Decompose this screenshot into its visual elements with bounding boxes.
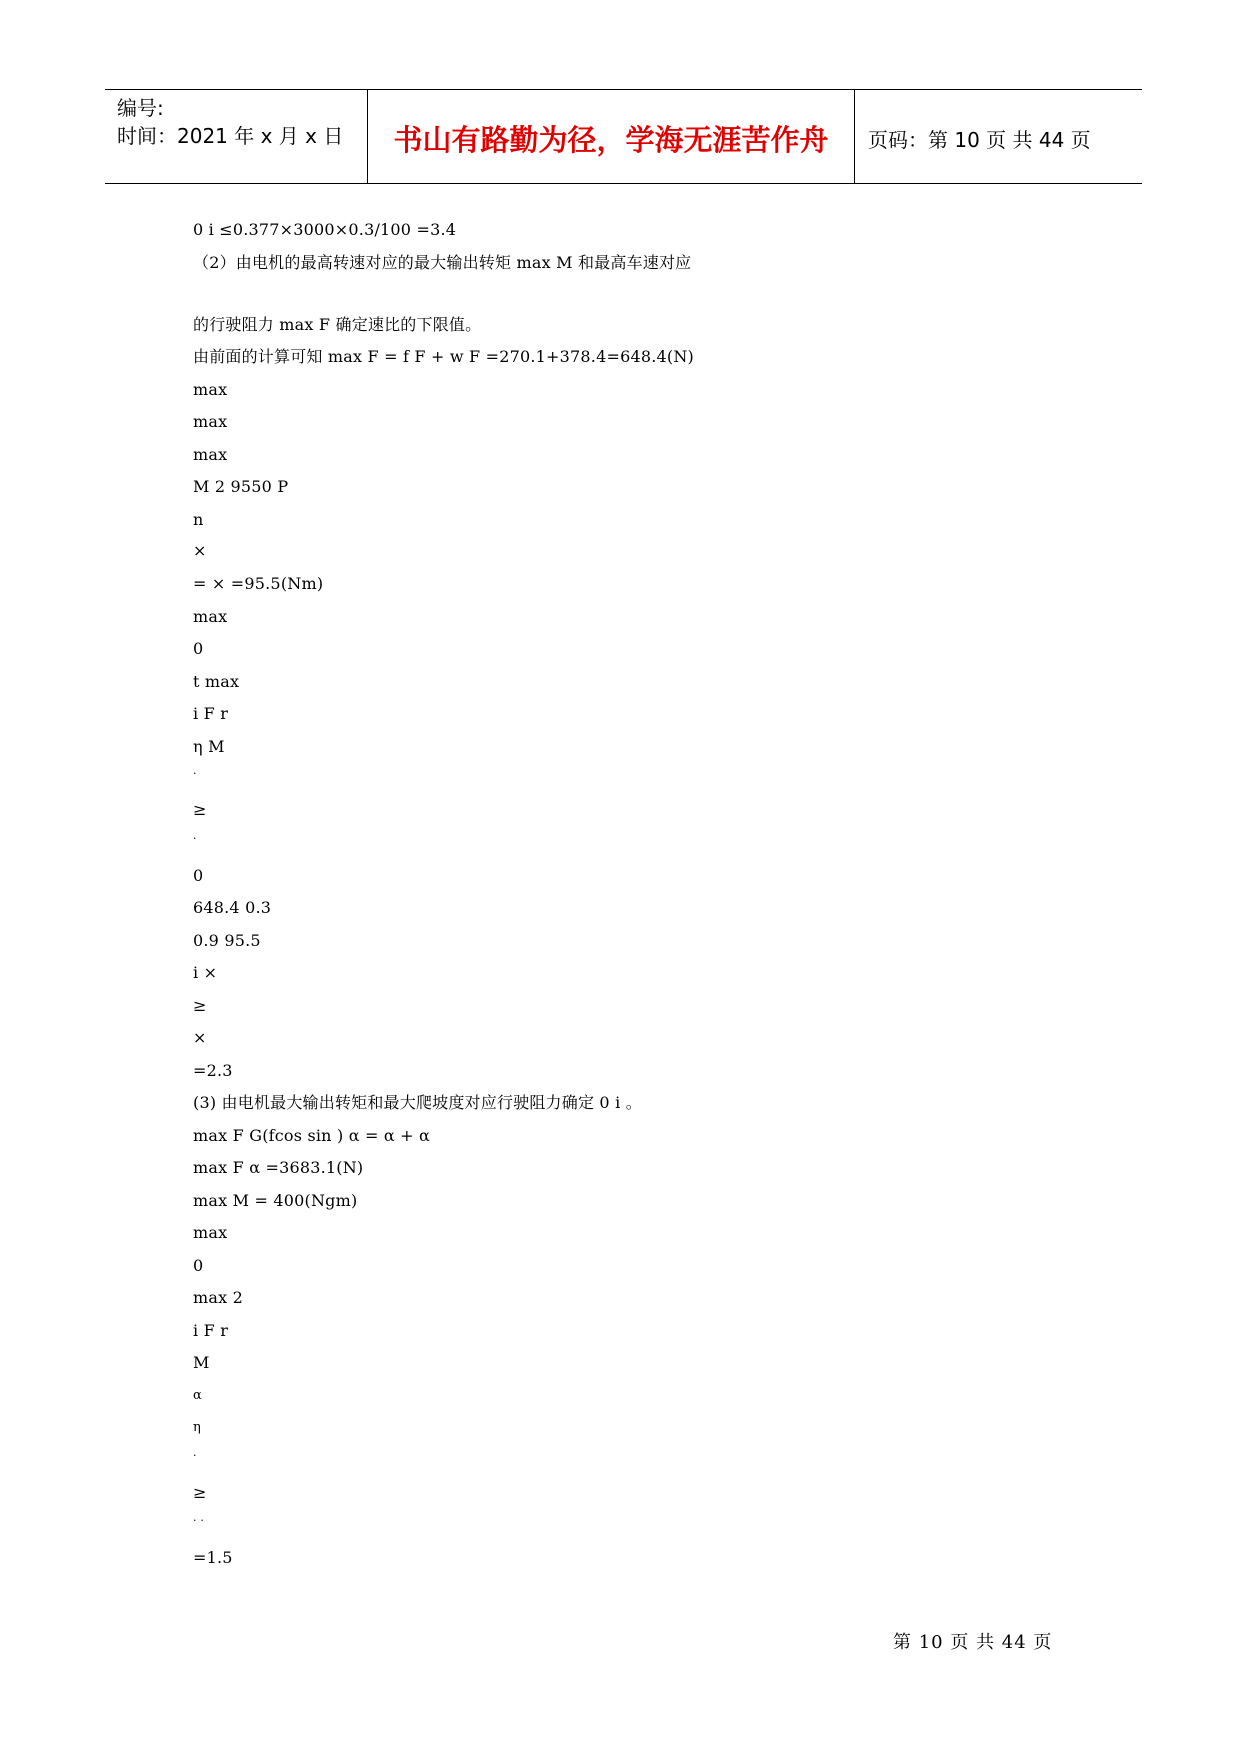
serial-number-label: 编号:: [117, 96, 164, 120]
body-line: η M: [193, 737, 225, 756]
body-line: max 2: [193, 1288, 243, 1307]
body-line: （2）由电机的最高转速对应的最大输出转矩 max M 和最高车速对应: [193, 253, 692, 272]
body-line: ×: [193, 541, 207, 560]
page-footer: 第 10 页 共 44 页: [893, 1632, 1053, 1653]
body-line: max: [193, 607, 228, 626]
body-line: 0: [193, 866, 204, 885]
body-line: ·: [193, 767, 197, 780]
body-line: 0.9 95.5: [193, 931, 261, 950]
header-page-cell: [856, 90, 1142, 183]
body-line: ≥: [193, 996, 207, 1015]
body-line: M: [193, 1353, 210, 1372]
body-line: ·: [193, 832, 197, 845]
body-line: ≥: [193, 800, 207, 819]
body-line: · ·: [193, 1514, 205, 1527]
body-line: (3) 由电机最大输出转矩和最大爬坡度对应行驶阻力确定 0 i 。: [193, 1093, 642, 1112]
body-line: max: [193, 1223, 228, 1242]
date-label: 时间：2021 年 x 月 x 日: [117, 124, 344, 148]
body-line: η: [193, 1420, 201, 1435]
body-line: =2.3: [193, 1061, 233, 1080]
body-line: 的行驶阻力 max F 确定速比的下限值。: [193, 315, 482, 334]
body-line: M 2 9550 P: [193, 477, 289, 496]
body-line: 0: [193, 1256, 204, 1275]
body-line: i ×: [193, 963, 218, 982]
body-line: α: [193, 1388, 202, 1403]
body-line: 648.4 0.3: [193, 898, 272, 917]
body-line: ·: [193, 1449, 197, 1462]
document-header: [105, 89, 1142, 184]
body-line: ≥: [193, 1483, 207, 1502]
body-line: max M = 400(Ngm): [193, 1191, 358, 1210]
header-motto-cell: [368, 90, 855, 183]
header-info-cell: [105, 90, 368, 183]
body-line: n: [193, 510, 204, 529]
body-line: max: [193, 412, 228, 431]
body-line: t max: [193, 672, 240, 691]
body-line: i F r: [193, 1321, 229, 1340]
body-line: max F α =3683.1(N): [193, 1158, 364, 1177]
body-line: max F G(fcos sin ) α = α + α: [193, 1126, 431, 1145]
body-line: max: [193, 380, 228, 399]
body-line: 0: [193, 639, 204, 658]
body-line: 由前面的计算可知 max F = f F + w F =270.1+378.4=648.4(N): [193, 347, 694, 366]
page-info: 页码：第 10 页 共 44 页: [868, 128, 1091, 152]
body-line: i F r: [193, 704, 229, 723]
body-line: =1.5: [193, 1548, 233, 1567]
body-line: max: [193, 445, 228, 464]
motto-text: 书山有路勤为径，学海无涯苦作舟: [393, 123, 829, 157]
body-line: = × =95.5(Nm): [193, 574, 324, 593]
body-line: 0 i ≤0.377×3000×0.3/100 =3.4: [193, 220, 457, 239]
body-line: ×: [193, 1028, 207, 1047]
